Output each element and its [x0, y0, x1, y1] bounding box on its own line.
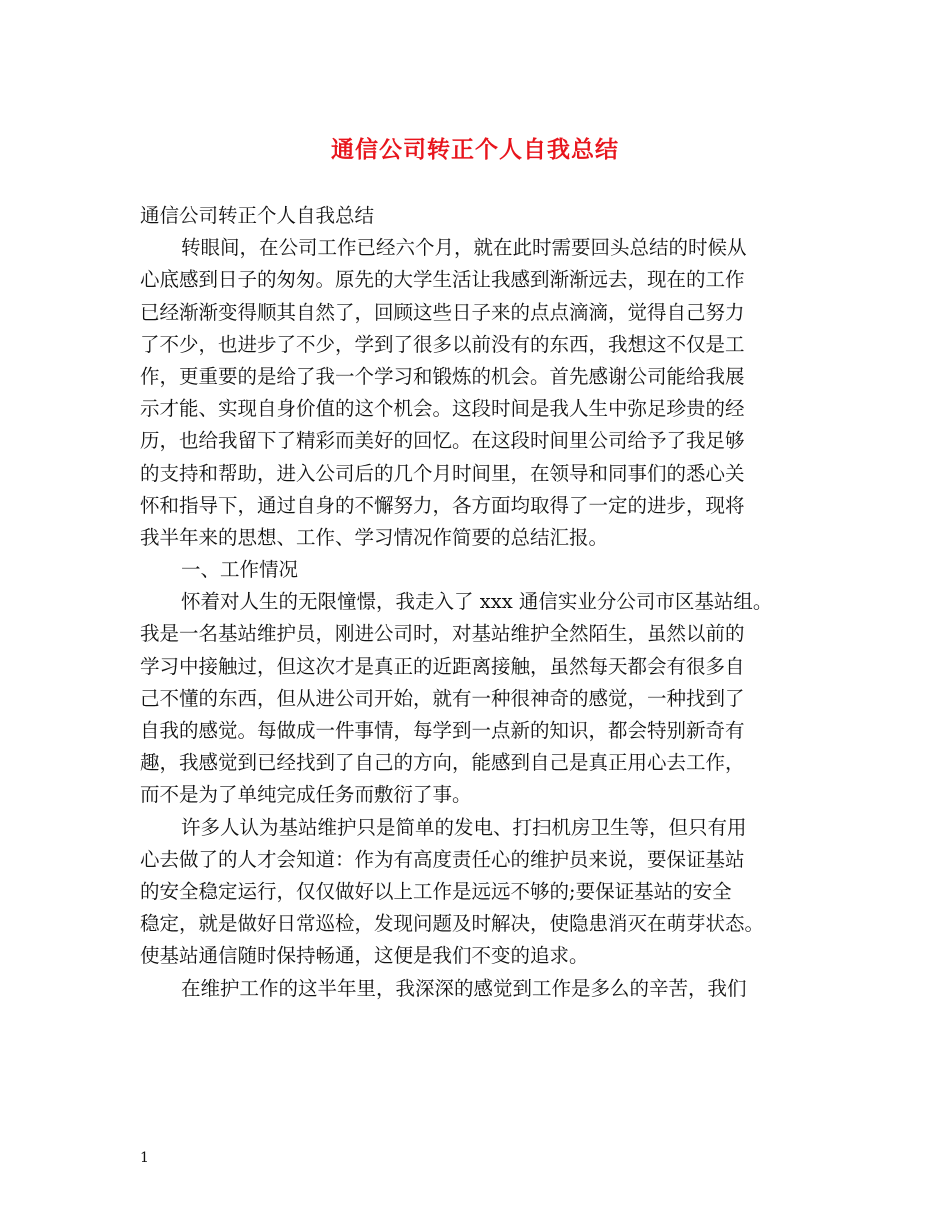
text-line: 自我的感觉。每做成一件事情，每学到一点新的知识，都会特别新奇有	[140, 719, 745, 742]
text-line: 心底感到日子的匆匆。原先的大学生活让我感到渐渐远去，现在的工作	[140, 268, 745, 292]
text-line: 历，也给我留下了精彩而美好的回忆。在这段时间里公司给予了我足够	[140, 429, 745, 453]
text-line: 怀着对人生的无限憧憬，我走入了 xxx 通信实业分公司市区基站组。	[181, 590, 773, 614]
text-line: 转眼间，在公司工作已经六个月，就在此时需要回头总结的时候从	[181, 236, 747, 260]
text-line: 心去做了的人才会知道：作为有高度责任心的维护员来说，要保证基站	[140, 847, 745, 871]
text-line: 我是一名基站维护员，刚进公司时，对基站维护全然陌生，虽然以前的	[140, 622, 745, 646]
text-line: 在维护工作的这半年里，我深深的感觉到工作是多么的辛苦，我们	[181, 976, 747, 1000]
text-line: 怀和指导下，通过自身的不懈努力，各方面均取得了一定的进步，现将	[140, 493, 745, 517]
page-number: 1	[140, 1150, 149, 1166]
text-line: 许多人认为基站维护只是简单的发电、打扫机房卫生等，但只有用	[181, 815, 747, 839]
text-line: 使基站通信随时保持畅通，这便是我们不变的追求。	[140, 944, 589, 968]
text-line: 了不少，也进步了不少，学到了很多以前没有的东西，我想这不仅是工	[140, 332, 745, 356]
text-line: 一、工作情况	[181, 558, 299, 582]
document-title: 通信公司转正个人自我总结	[331, 136, 619, 163]
text-line: 已经渐渐变得顺其自然了，回顾这些日子来的点点滴滴，觉得自己努力	[140, 300, 745, 324]
text-line: 而不是为了单纯完成任务而敷衍了事。	[140, 783, 472, 807]
text-line: 我半年来的思想、工作、学习情况作简要的总结汇报。	[140, 525, 609, 549]
document-body	[140, 200, 830, 1005]
text-line: 的安全稳定运行，仅仅做好以上工作是远远不够的;要保证基站的安全	[140, 879, 732, 903]
text-line: 己不懂的东西，但从进公司开始，就有一种很神奇的感觉，一种找到了	[140, 686, 745, 710]
text-line: 示才能、实现自身价值的这个机会。这段时间是我人生中弥足珍贵的经	[140, 397, 745, 421]
text-line: 趣，我感觉到已经找到了自己的方向，能感到自己是真正用心去工作，	[140, 751, 745, 775]
text-line: 通信公司转正个人自我总结	[140, 204, 375, 227]
text-line: 学习中接触过，但这次才是真正的近距离接触，虽然每天都会有很多自	[140, 654, 745, 678]
text-line: 稳定，就是做好日常巡检，发现问题及时解决，使隐患消灭在萌芽状态。	[140, 912, 765, 936]
text-line: 的支持和帮助，进入公司后的几个月时间里，在领导和同事们的悉心关	[140, 461, 745, 485]
text-line: 作，更重要的是给了我一个学习和锻炼的机会。首先感谢公司能给我展	[140, 364, 745, 388]
